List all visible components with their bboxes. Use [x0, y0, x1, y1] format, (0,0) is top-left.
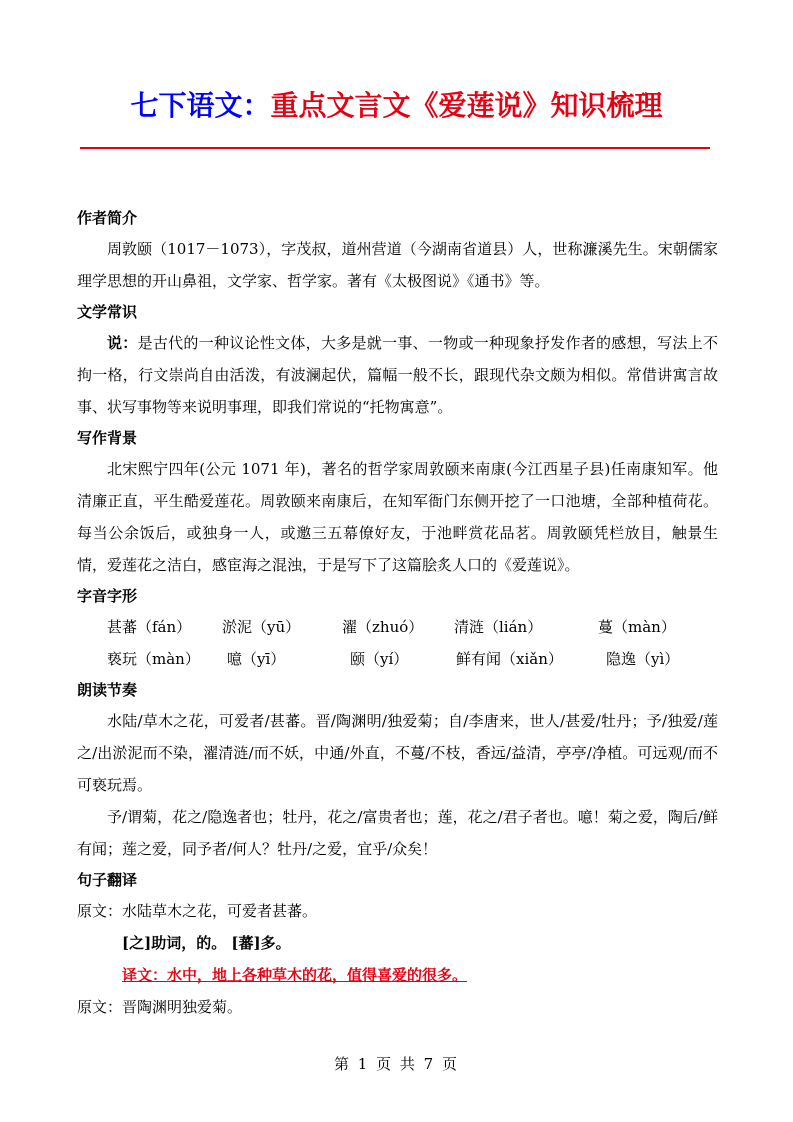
title-prefix: 七下语文： [130, 89, 271, 122]
pronunciation-row [77, 643, 718, 675]
original-label: 原文： [77, 998, 123, 1016]
literature-text [77, 327, 718, 423]
heading-literature: 文学常识 [77, 303, 138, 321]
original-text: 水陆草木之花，可爱者甚蕃。 [122, 902, 318, 920]
pron-item: 清涟（lián） [454, 618, 543, 636]
pronunciation-row [77, 611, 718, 643]
original-sentence-1 [77, 895, 718, 927]
page-number: 第 1 页 共 7 页 [334, 1055, 459, 1073]
pron-item: 濯（zhuó） [342, 618, 424, 636]
heading-translation: 句子翻译 [77, 871, 138, 889]
translation-text: 译文：水中，地上各种草木的花，值得喜爱的很多。 [122, 966, 468, 984]
pron-item: 淤泥（yū） [222, 618, 301, 636]
heading-pronunciation: 字音字形 [77, 587, 138, 605]
word-note-1: [之]助词，的。 [蕃]多。 [122, 934, 291, 952]
heading-rhythm: 朗读节奏 [77, 681, 138, 699]
pron-item: 亵玩（màn） [107, 650, 200, 668]
author-text: 周敦颐（1017－1073），字茂叔，道州营道（今湖南省道县）人，世称濂溪先生。宋朝儒家理学思想的开山鼻祖，文学家、哲学家。著有《太极图说》《通书》等。 [77, 240, 718, 290]
heading-author: 作者简介 [77, 209, 138, 227]
heading-background: 写作背景 [77, 429, 138, 447]
title-divider [80, 147, 710, 149]
pron-item: 蔓（màn） [598, 618, 676, 636]
pron-item: 甚蕃（fán） [107, 618, 192, 636]
literature-body: 是古代的一种议论性文体，大多是就一事、一物或一种现象抒发作者的感想，写法上不拘一格，行文崇尚自由活泼，有波澜起伏，篇幅一般不长，跟现代杂文颇为相似。常借讲寓言故事、状写事物等来说明事理，即我们常说的“托物寓意”。 [77, 334, 718, 416]
rhythm-para-2: 予/谓菊，花之/隐逸者也；牡丹，花之/富贵者也；莲，花之/君子者也。噫！菊之爱，陶后/鲜有闻；莲之爱，同予者/何人？牡丹/之爱，宜乎/众矣！ [77, 808, 718, 858]
original-sentence-2 [77, 991, 718, 1023]
page-title [0, 86, 793, 126]
pron-item: 隐逸（yì） [606, 650, 680, 668]
pron-item: 鲜有闻（xiǎn） [456, 650, 563, 668]
background-text: 北宋熙宁四年(公元 1071 年)，著名的哲学家周敦颐来南康(今江西星子县)任南康知军。他清廉正直，平生酷爱莲花。周敦颐来南康后，在知军衙门东侧开挖了一口池塘，全部种植荷花。每当公余饭后，或独身一人，或邀三五幕僚好友，于池畔赏花品茗。周敦颐凭栏放目，触景生情，爱莲花之洁白，感宦海之混浊，于是写下了这篇脍炙人口的《爱莲说》。 [77, 460, 718, 574]
rhythm-para-1: 水陆/草木之花，可爱者/甚蕃。晋/陶渊明/独爱菊；自/李唐来，世人/甚爱/牡丹；予/独爱/莲之/出淤泥而不染，濯清涟/而不妖，中通/外直，不蔓/不枝，香远/益清，亭亭/净植。可远观/而不可亵玩焉。 [77, 712, 718, 794]
title-main: 重点文言文《爱莲说》知识梳理 [270, 89, 663, 122]
pron-item: 颐（yí） [350, 650, 409, 668]
document-body [77, 203, 718, 1023]
original-text: 晋陶渊明独爱菊。 [122, 998, 243, 1016]
literature-lead: 说： [107, 334, 138, 352]
translation-1 [77, 959, 718, 991]
original-label: 原文： [77, 902, 123, 920]
pron-item: 噫（yī） [227, 650, 286, 668]
